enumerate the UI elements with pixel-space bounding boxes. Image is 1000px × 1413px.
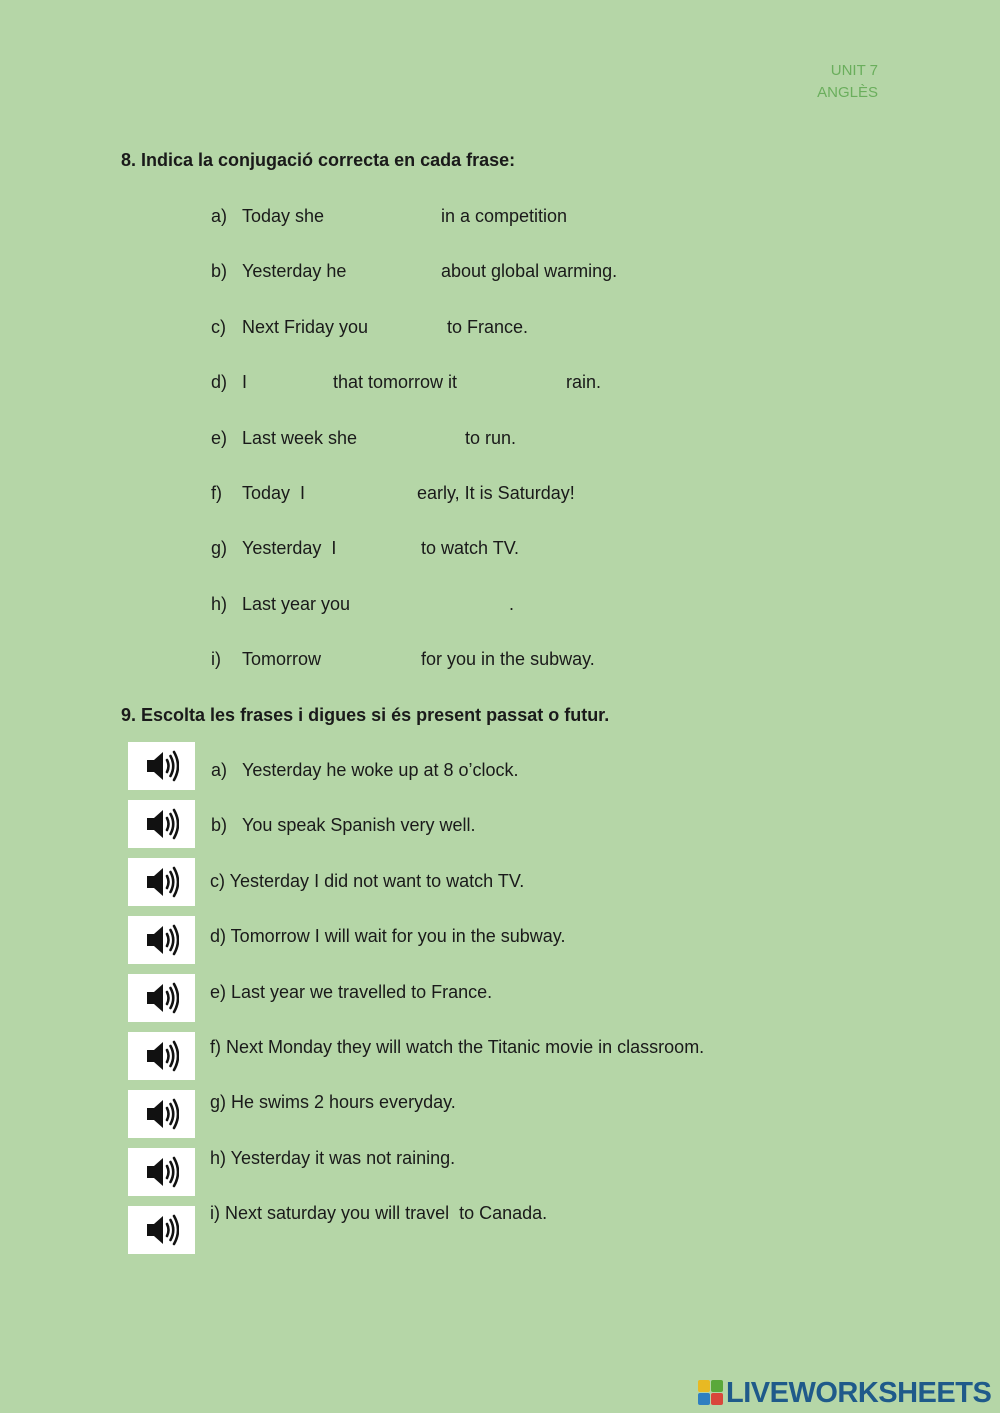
speaker-icon (145, 1154, 179, 1190)
item-text-end: to run. (465, 428, 517, 448)
item-letter: i) (211, 649, 221, 669)
speaker-icon (145, 1038, 179, 1074)
item-letter: c) (211, 317, 226, 337)
speaker-icon (145, 864, 179, 900)
logo-text: LIVEWORKSHEETS (726, 1376, 992, 1409)
speaker-icon (145, 922, 179, 958)
item-text-start: Last year you (242, 594, 351, 614)
item-letter: b) (211, 815, 228, 835)
item-text-start: Today she (242, 206, 325, 226)
item-sentence: f) Next Monday they will watch the Titanic movie in classroom. (210, 1037, 705, 1057)
speaker-icon (145, 1096, 179, 1132)
item-letter: a) (211, 206, 228, 226)
item-text-middle: that tomorrow it (333, 372, 458, 392)
play-audio-button[interactable] (128, 800, 195, 848)
item-sentence: i) Next saturday you will travel to Canada. (210, 1203, 548, 1223)
item-sentence: c) Yesterday I did not want to watch TV. (210, 871, 525, 891)
item-sentence: g) He swims 2 hours everyday. (210, 1092, 456, 1112)
liveworksheets-logo-icon (698, 1380, 724, 1406)
play-audio-button[interactable] (128, 742, 195, 790)
item-letter: f) (211, 483, 222, 503)
item-text-end: for you in the subway. (421, 649, 595, 669)
play-audio-button[interactable] (128, 1090, 195, 1138)
item-letter: b) (211, 261, 228, 281)
item-letter: e) (211, 428, 228, 448)
speaker-icon (145, 1212, 179, 1248)
play-audio-button[interactable] (128, 916, 195, 964)
item-text-start: I (242, 372, 248, 392)
item-text-start: Today I (242, 483, 306, 503)
item-letter: g) (211, 538, 228, 558)
unit-header (817, 60, 878, 104)
item-sentence: Yesterday he woke up at 8 o’clock. (242, 760, 519, 780)
play-audio-button[interactable] (128, 1148, 195, 1196)
item-letter: a) (211, 760, 228, 780)
play-audio-button[interactable] (128, 974, 195, 1022)
item-text-start: Yesterday I (242, 538, 337, 558)
item-text-start: Last week she (242, 428, 358, 448)
item-text-end: rain. (566, 372, 602, 392)
speaker-icon (145, 748, 179, 784)
item-letter: h) (211, 594, 228, 614)
liveworksheets-logo (698, 1377, 991, 1409)
item-sentence: You speak Spanish very well. (242, 815, 476, 835)
play-audio-button[interactable] (128, 1206, 195, 1254)
item-text-end: . (509, 594, 515, 614)
item-text-end: early, It is Saturday! (417, 483, 575, 503)
item-text-start: Tomorrow (242, 649, 322, 669)
item-text-end: to France. (447, 317, 529, 337)
speaker-icon (145, 980, 179, 1016)
item-sentence: h) Yesterday it was not raining. (210, 1148, 456, 1168)
item-sentence: d) Tomorrow I will wait for you in the subway. (210, 926, 566, 946)
item-text-start: Yesterday he (242, 261, 347, 281)
item-text-end: in a competition (441, 206, 568, 226)
item-letter: d) (211, 372, 228, 392)
subject-label: ANGLÈS (817, 84, 878, 101)
exercise-9-title: 9. Escolta les frases i digues si és present passat o futur. (121, 705, 610, 725)
item-text-end: to watch TV. (421, 538, 520, 558)
unit-label: UNIT 7 (830, 62, 878, 79)
item-text-start: Next Friday you (242, 317, 369, 337)
speaker-icon (145, 806, 179, 842)
play-audio-button[interactable] (128, 1032, 195, 1080)
play-audio-button[interactable] (128, 858, 195, 906)
item-sentence: e) Last year we travelled to France. (210, 982, 493, 1002)
item-text-end: about global warming. (441, 261, 618, 281)
exercise-8-title: 8. Indica la conjugació correcta en cada frase: (121, 150, 516, 170)
